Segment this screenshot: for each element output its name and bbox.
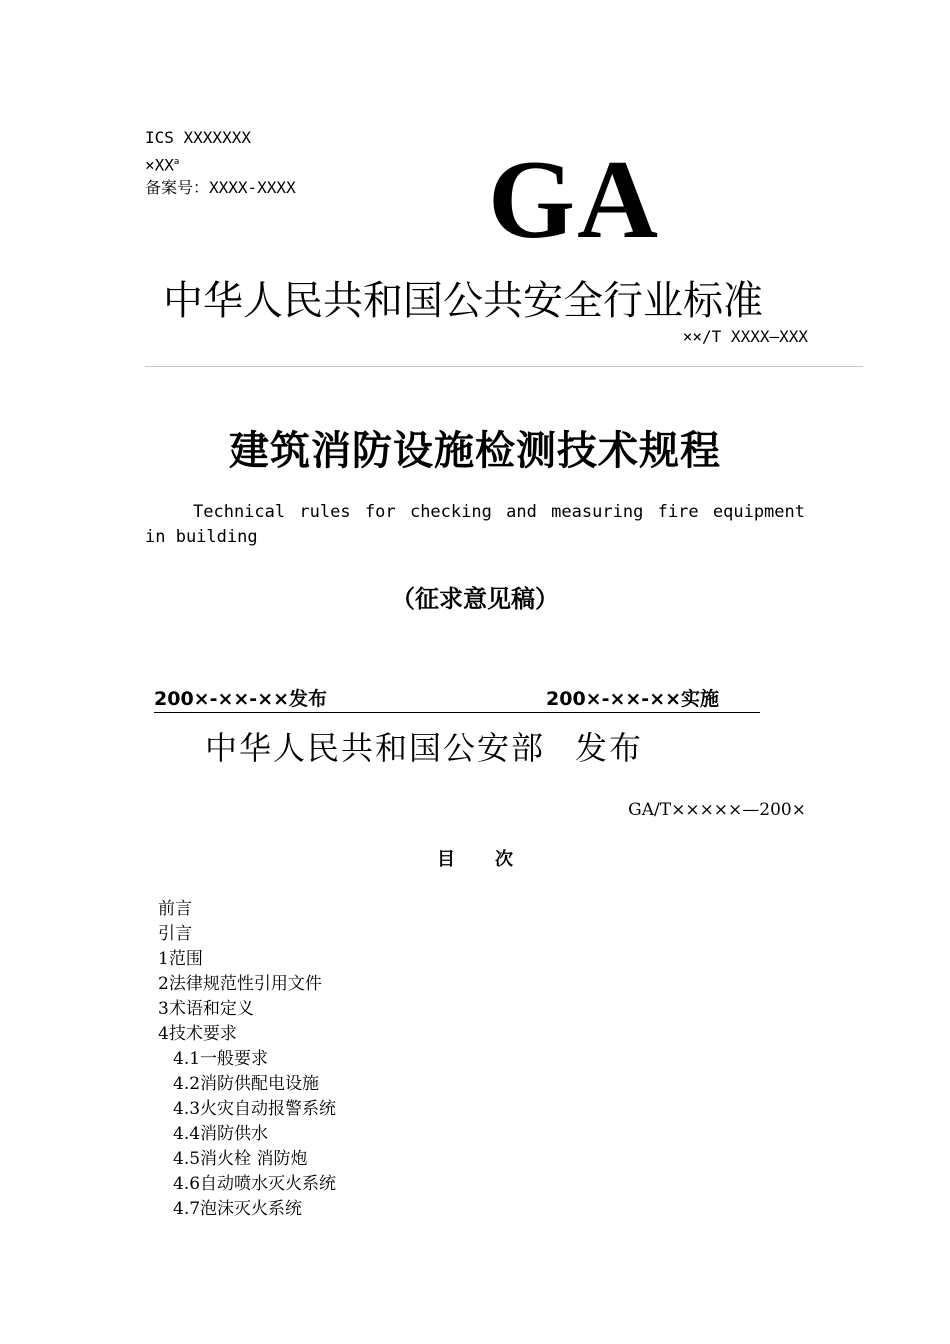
issuer-line (205, 726, 643, 770)
standard-code: ××/T XXXX—XXX (682, 327, 808, 346)
table-of-contents (158, 897, 336, 1222)
header-divider (145, 366, 863, 367)
toc-item[interactable]: 引言 (158, 924, 192, 944)
implement-date: 200×-××-××实施 (546, 688, 720, 710)
draft-note: （征求意见稿） (391, 585, 559, 613)
date-line (154, 686, 760, 713)
issuer-action: 发布 (575, 729, 644, 767)
toc-subitem[interactable]: 4.3火灾自动报警系统 (173, 1099, 337, 1119)
classification-code-text: ×XX (145, 155, 174, 175)
toc-item[interactable]: 1范围 (158, 949, 203, 969)
issuer-name: 中华人民共和国公安部 (205, 729, 546, 767)
ics-code: ICS XXXXXXX (145, 128, 251, 147)
publish-date: 200×-××-××发布 (154, 688, 328, 710)
document-title-english: Technical rules for checking and measuring fire equipment in building (145, 502, 805, 547)
classification-superscript: a (173, 157, 180, 167)
toc-item[interactable]: 3术语和定义 (158, 999, 254, 1019)
filing-number: 备案号：XXXX-XXXX (145, 178, 296, 197)
toc-heading (0, 848, 950, 872)
toc-item[interactable]: 前言 (158, 899, 192, 919)
toc-subitem[interactable]: 4.5消火栓 消防炮 (173, 1149, 308, 1169)
toc-item[interactable]: 4技术要求 (158, 1024, 237, 1044)
toc-subitem[interactable]: 4.7泡沫灭火系统 (173, 1199, 303, 1219)
toc-subitem[interactable]: 4.2消防供配电设施 (173, 1074, 320, 1094)
toc-item[interactable]: 2法律规范性引用文件 (158, 974, 322, 994)
toc-subitem[interactable]: 4.1一般要求 (173, 1049, 269, 1069)
toc-heading-text: 目次 (437, 849, 553, 870)
page-standard-code: GA/T×××××—200× (628, 800, 806, 820)
document-title: 建筑消防设施检测技术规程 (229, 428, 721, 474)
classification-code (145, 152, 179, 175)
toc-subitem[interactable]: 4.4消防供水 (173, 1124, 269, 1144)
toc-subitem[interactable]: 4.6自动喷水灭火系统 (173, 1174, 337, 1194)
ga-logo: GA (488, 138, 660, 262)
standard-title: 中华人民共和国公共安全行业标准 (163, 278, 763, 324)
